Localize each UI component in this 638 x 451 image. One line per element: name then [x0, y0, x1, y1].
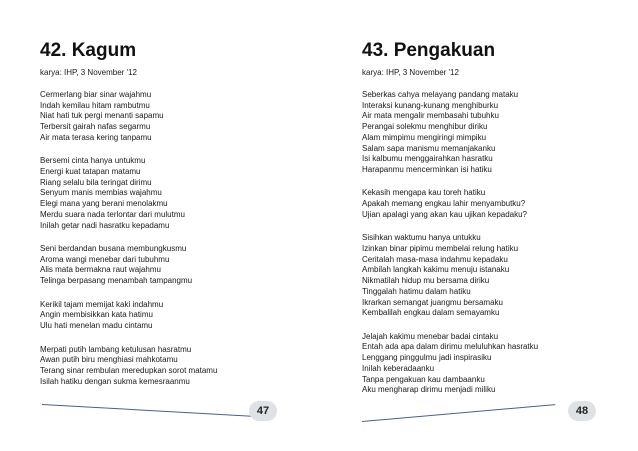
poem-line: Ceritalah masa-masa indahmu kepadaku	[362, 254, 508, 264]
poem-line: Seberkas cahya melayang pandang mataku	[362, 90, 519, 99]
stanza	[40, 345, 217, 388]
right-page	[319, 0, 638, 451]
poem-line: Apakah memang engkau lahir menyambutku?	[362, 199, 526, 209]
poem-line: Aroma wangi menebar dari tubuhmu	[40, 254, 170, 264]
poem-line: Kembalilah engkau dalam semayamku	[362, 308, 500, 318]
poem-line: Angin membisikkan kata hatimu	[40, 310, 153, 320]
poem-body	[40, 90, 217, 400]
footer-divider	[42, 404, 252, 417]
stanza	[362, 233, 538, 319]
poem-line: Lenggang pinggulmu jadi inspirasiku	[362, 353, 492, 363]
poem-line: Ikrarkan semangat juangmu bersamaku	[362, 297, 503, 307]
poem-line: Alam mimpimu mengiringi mimpiku	[362, 132, 487, 142]
stanza	[362, 188, 538, 220]
poem-line: Bersemi cinta hanya untukmu	[40, 156, 146, 166]
stanza	[362, 332, 538, 396]
poem-line: Seni berdandan busana membungkusmu	[40, 244, 187, 254]
poem-line: Salam sapa manismu memanjakanku	[362, 143, 496, 153]
poem-body	[362, 90, 538, 409]
poem-line: Air mata mengalir membasahi tubuhku	[362, 111, 499, 121]
poem-title: 42. Kagum	[40, 40, 137, 61]
stanza	[40, 156, 217, 231]
poem-line: Merdu suara nada terlontar dari mulutmu	[40, 209, 185, 219]
poem-line: Alis mata bermakna raut wajahmu	[40, 265, 161, 275]
poem-line: Tanpa pengakuan kau dambaanku	[362, 374, 485, 384]
poem-line: Merpati putih lambang ketulusan hasratmu	[40, 344, 192, 354]
poem-line: Cermerlang biar sinar wajahmu	[40, 90, 152, 99]
poem-line: Ujian apalagi yang akan kau ujikan kepadaku?	[362, 209, 528, 219]
poem-title: 43. Pengakuan	[362, 40, 496, 61]
poem-line: Tinggalah hatimu dalam hatiku	[362, 286, 471, 296]
poem-line: Telinga berpasang menambah tampangmu	[40, 276, 193, 286]
poem-line: Aku mengharap dirimu menjadi miliku	[362, 385, 496, 395]
poem-line: Inilah getar nadi hasratku kepadamu	[40, 220, 170, 230]
poem-line: Sisihkan waktumu hanya untukku	[362, 233, 481, 243]
poem-line: Entah ada apa dalam dirimu meluluhkan hasratku	[362, 342, 539, 352]
poem-line: Indah kemilau hitam rambutmu	[40, 100, 150, 110]
poem-byline: karya: IHP, 3 November '12	[40, 68, 137, 77]
page-number-badge: 48	[568, 401, 596, 421]
poem-line: Isilah hatiku dengan sukma kemesraanmu	[40, 376, 190, 386]
stanza	[40, 90, 217, 144]
stanza	[40, 300, 217, 332]
page-number-badge: 47	[249, 401, 277, 421]
poem-line: Awan putih biru menghiasi mahkotamu	[40, 355, 178, 365]
poem-line: Terbersit gairah nafas segarmu	[40, 122, 151, 132]
poem-line: Perangai solekmu menghibur diriku	[362, 122, 488, 132]
poem-line: Nikmatilah hidup mu bersama diriku	[362, 276, 490, 286]
poem-line: Terang sinar rembulan meredupkan sorot matamu	[40, 365, 218, 375]
poem-line: Interaksi kunang-kunang menghiburku	[362, 100, 499, 110]
poem-line: Niat hati tuk pergi menanti sapamu	[40, 111, 164, 121]
poem-line: Ambilah langkah kakimu menuju istanaku	[362, 265, 510, 275]
poem-line: Harapanmu mencerminkan isi hatiku	[362, 164, 492, 174]
poem-line: Izinkan binar pipimu membelai relung hatiku	[362, 244, 519, 254]
poem-byline: karya: IHP, 3 November '12	[362, 68, 459, 77]
poem-line: Elegi mana yang berani menolakmu	[40, 199, 168, 209]
poem-line: Air mata terasa kering tanpamu	[40, 132, 152, 142]
poem-line: Ulu hati menelan madu cintamu	[40, 321, 153, 331]
poem-line: Inilah keberadaanku	[362, 363, 435, 373]
poem-line: Kekasih mengapa kau toreh hatiku	[362, 188, 486, 198]
poem-line: Energi kuat tatapan matamu	[40, 167, 141, 177]
poem-line: Senyum manis membias wajahmu	[40, 188, 162, 198]
stanza	[40, 244, 217, 287]
poem-line: Kerikil tajam memijat kaki indahmu	[40, 299, 164, 309]
stanza	[362, 90, 538, 176]
poem-line: Riang selalu bila teringat dirimu	[40, 177, 152, 187]
poem-line: Jelajah kakimu menebar badai cintaku	[362, 331, 499, 341]
poem-line: Isi kalbumu menggairahkan hasratku	[362, 154, 493, 164]
